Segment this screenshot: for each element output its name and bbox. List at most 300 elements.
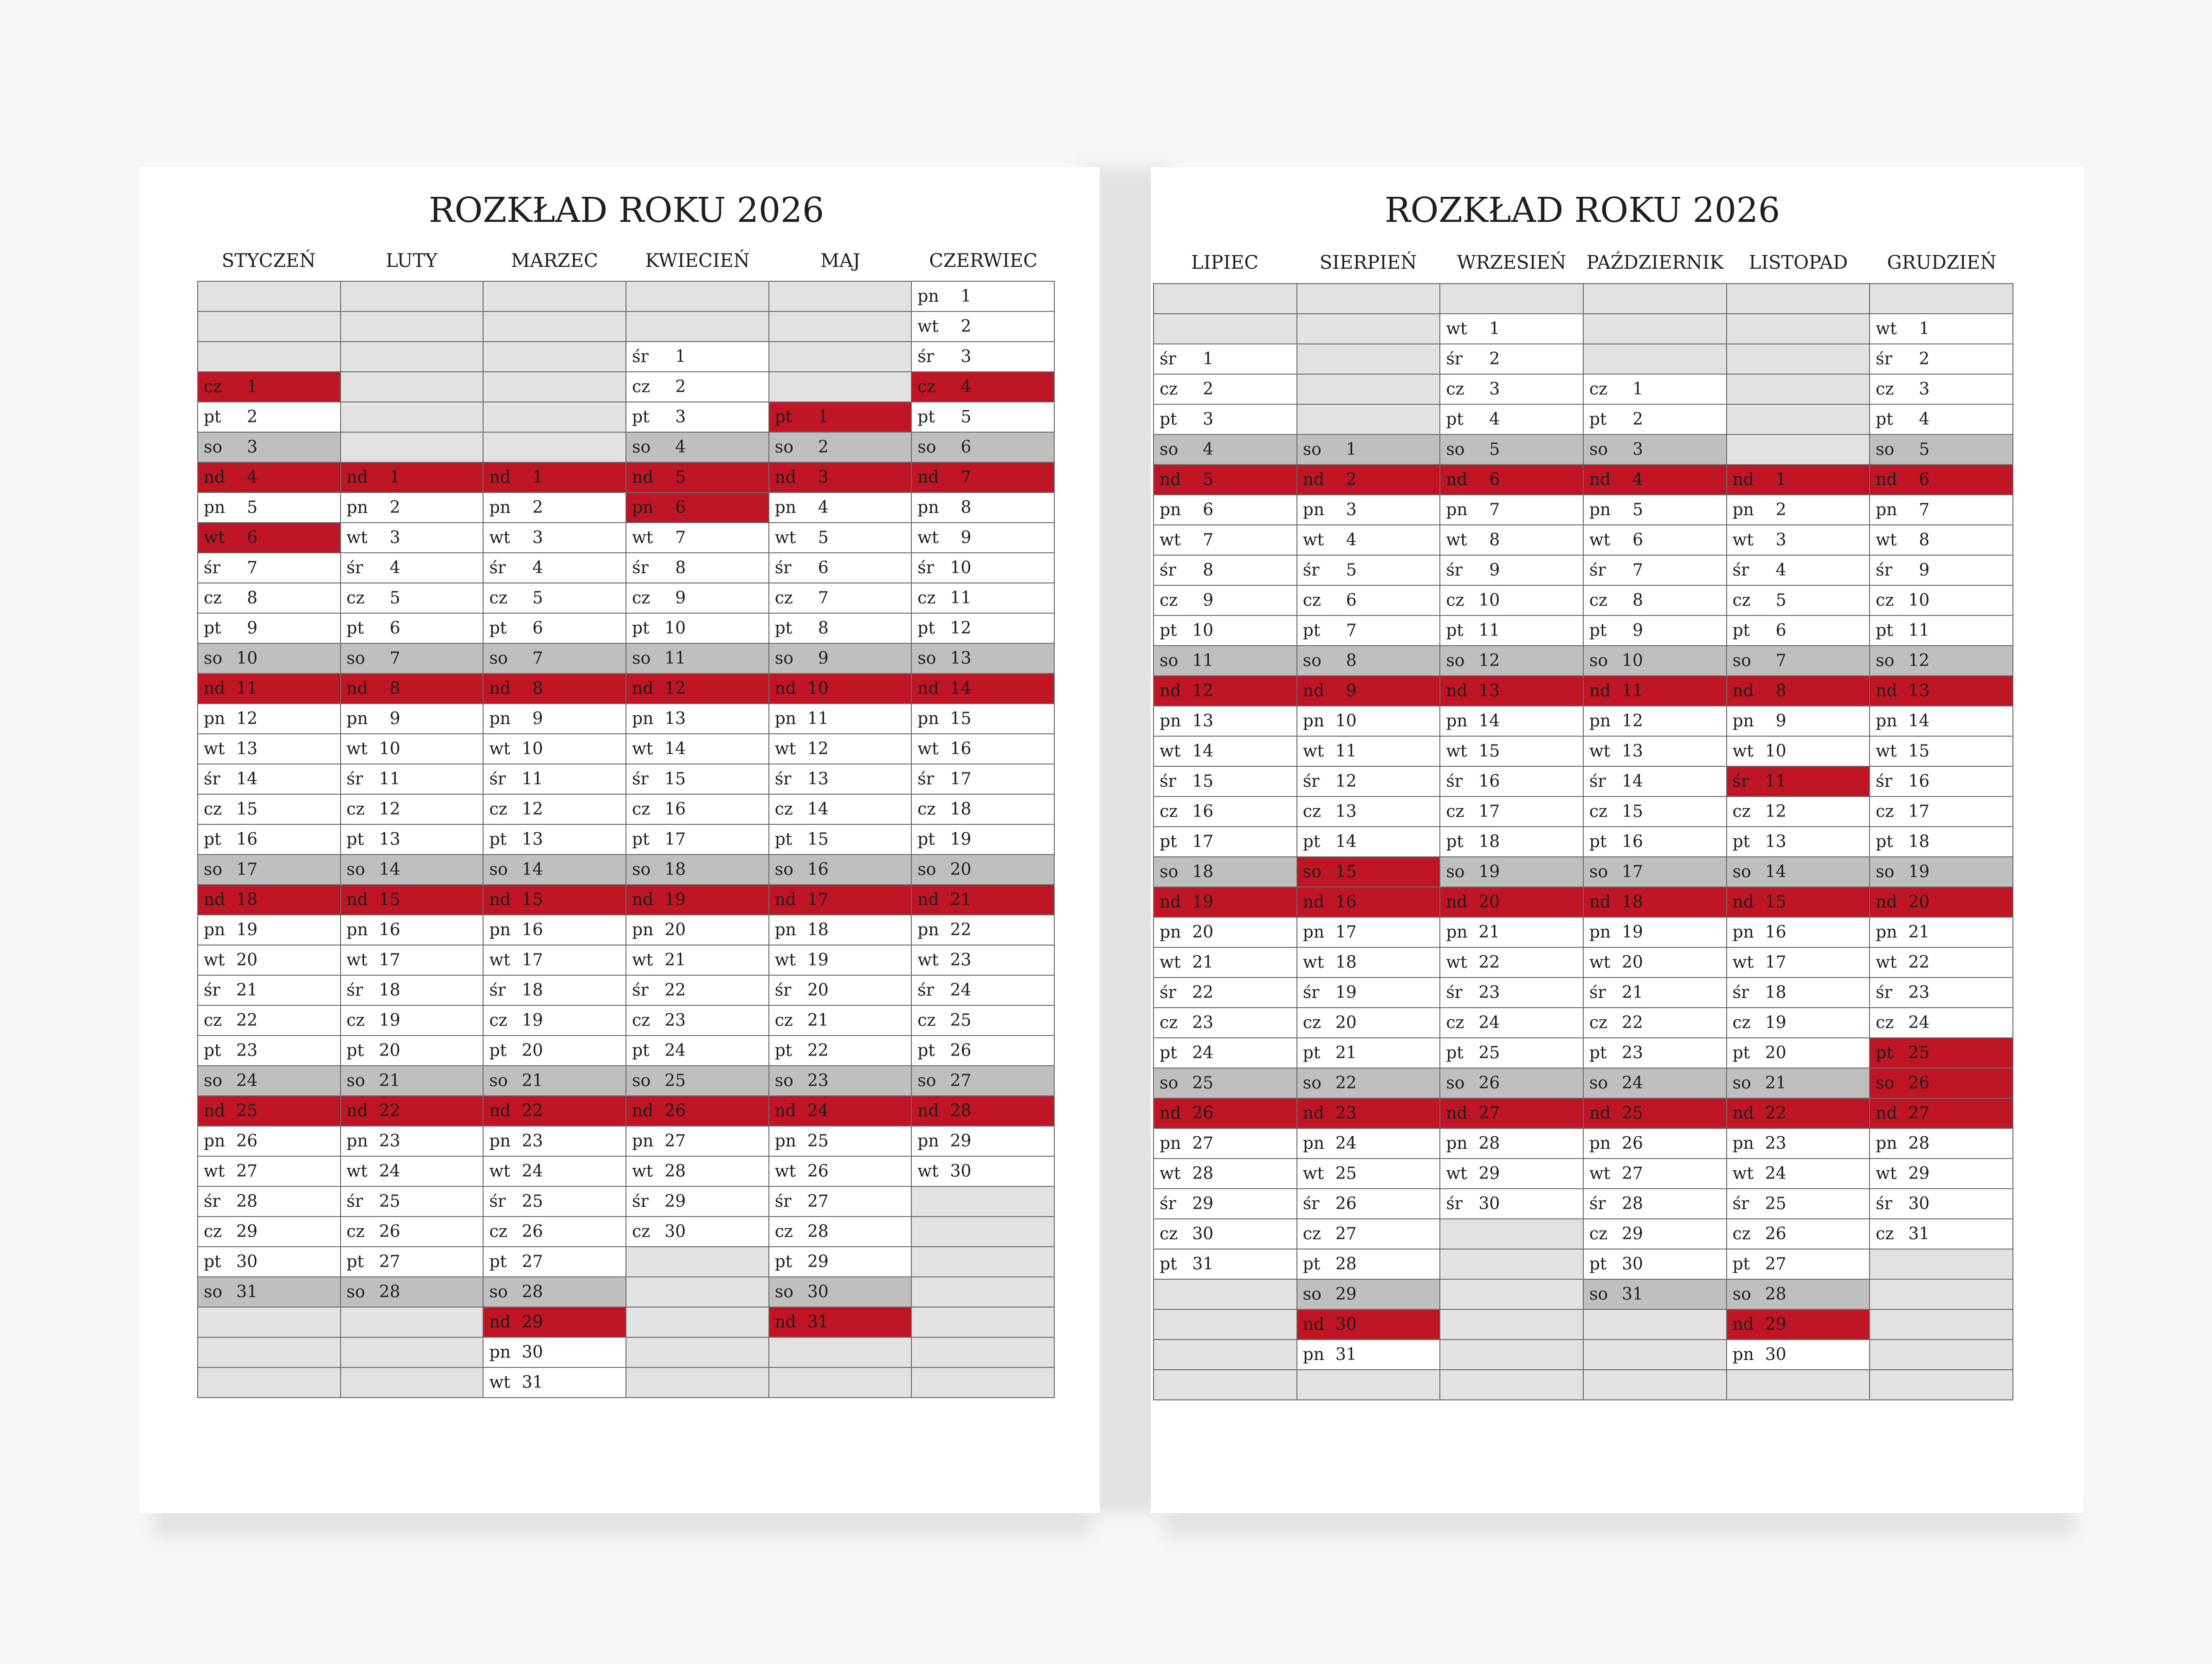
weekday-abbr: nd [1303,681,1324,700]
day-number: 29 [1908,1164,1930,1183]
day-cell [769,553,912,583]
day-number: 28 [522,1282,543,1301]
day-cell [1154,676,1297,706]
calendar-row [1154,887,2013,917]
day-number: 5 [818,528,829,547]
day-number: 19 [1335,983,1357,1002]
month-header: PAŹDZIERNIK [1586,252,1724,273]
weekday-abbr: pn [774,1132,796,1151]
day-cell [1727,585,1870,615]
day-cell [1440,887,1583,917]
day-cell [1727,706,1870,736]
day-cell [1440,978,1583,1008]
weekday-abbr: wt [1160,531,1181,550]
day-number: 6 [961,438,972,457]
month-header: KWIECIEŃ [645,250,750,272]
weekday-abbr: wt [632,739,653,758]
weekday-abbr: pt [489,619,507,638]
day-number: 10 [950,558,972,577]
day-cell [1154,1128,1297,1159]
calendar-row [1154,1159,2013,1189]
day-cell [483,1126,626,1156]
day-number: 11 [664,649,686,668]
weekday-abbr: so [1876,1074,1895,1093]
weekday-abbr: so [489,1071,508,1090]
calendar-row [198,945,1054,975]
weekday-abbr: pt [1446,621,1464,640]
day-cell [1297,736,1440,766]
weekday-abbr: so [204,438,223,457]
day-cell [1870,555,2013,585]
weekday-abbr: cz [917,800,936,819]
day-number: 26 [1622,1134,1643,1153]
weekday-abbr: nd [1446,893,1468,912]
day-cell [1297,706,1440,736]
empty-cell [1583,1340,1727,1370]
day-cell [1727,978,1870,1008]
day-cell [1154,736,1297,766]
day-number: 3 [247,438,258,457]
day-number: 30 [1478,1194,1500,1213]
day-number: 24 [379,1162,400,1181]
weekday-abbr: pn [774,498,796,517]
weekday-abbr: pt [917,1041,935,1060]
day-cell [1583,465,1727,495]
calendar-row [1154,676,2013,706]
calendar-row [1154,706,2013,736]
day-number: 24 [950,981,972,1000]
day-cell [1870,465,2013,495]
calendar-row [198,734,1054,764]
day-cell [341,1096,484,1126]
day-number: 3 [532,528,543,547]
day-cell [1297,887,1440,917]
weekday-abbr: pt [1303,1255,1321,1274]
day-cell [341,1156,484,1186]
calendar-row [198,1005,1054,1036]
day-cell [483,1277,626,1307]
weekday-abbr: śr [774,1192,792,1211]
weekday-abbr: pn [917,920,939,939]
weekday-abbr: so [489,860,508,879]
day-number: 7 [675,528,686,547]
day-cell [1583,857,1727,887]
day-cell [198,372,341,402]
day-number: 24 [1908,1013,1930,1032]
day-number: 30 [1765,1345,1786,1364]
weekday-abbr: wt [1446,319,1467,338]
day-number: 16 [379,920,400,939]
weekday-abbr: śr [1446,772,1463,791]
weekday-abbr: so [774,860,793,879]
weekday-abbr: pn [917,287,939,306]
day-cell [1440,646,1583,676]
day-cell [626,1156,769,1186]
weekday-abbr: nd [1446,1104,1468,1123]
day-number: 16 [522,920,543,939]
weekday-abbr: pt [1876,621,1893,640]
weekday-abbr: nd [774,679,796,698]
weekday-abbr: wt [632,1162,653,1181]
day-cell [626,945,769,975]
day-number: 21 [950,890,972,909]
day-cell [198,855,341,885]
day-number: 20 [664,920,686,939]
empty-cell [341,1307,484,1337]
day-cell [341,764,484,794]
weekday-abbr: śr [1446,350,1463,369]
day-cell [1583,1098,1727,1128]
day-cell [1583,736,1727,766]
weekday-abbr: so [489,649,508,668]
day-number: 27 [522,1252,543,1271]
day-number: 17 [1192,832,1213,851]
weekday-abbr: pn [1732,923,1754,942]
day-cell [626,824,769,855]
day-cell [1583,374,1727,404]
weekday-abbr: pt [774,1041,793,1060]
day-cell [341,1277,484,1307]
day-cell [1154,1189,1297,1219]
weekday-abbr: cz [917,589,936,608]
weekday-abbr: śr [1876,1194,1892,1213]
day-cell [1870,314,2013,344]
empty-cell [769,372,912,402]
day-cell [626,372,769,402]
day-number: 17 [1622,862,1643,881]
weekday-abbr: wt [1589,953,1611,972]
day-cell [626,402,769,432]
day-cell [911,915,1054,945]
day-number: 15 [1335,862,1357,881]
day-number: 12 [1192,681,1213,700]
weekday-abbr: pt [774,408,793,427]
day-number: 21 [664,951,686,970]
day-number: 28 [1908,1134,1930,1153]
day-cell [483,583,626,613]
empty-cell [911,1186,1054,1217]
day-number: 12 [1765,802,1786,821]
day-cell [1870,736,2013,766]
day-cell [198,915,341,945]
day-cell [911,1066,1054,1096]
day-number: 1 [818,408,829,427]
weekday-abbr: so [1732,1074,1751,1093]
day-cell [1583,1189,1727,1219]
weekday-abbr: śr [204,558,220,577]
weekday-abbr: wt [1732,531,1754,550]
empty-cell [626,1337,769,1367]
day-number: 8 [1489,531,1500,550]
weekday-abbr: pt [489,830,507,849]
day-number: 18 [1765,983,1786,1002]
day-cell [1870,706,2013,736]
weekday-abbr: pt [632,830,650,849]
weekday-abbr: pt [1303,832,1321,851]
day-cell [341,1126,484,1156]
weekday-abbr: nd [1732,893,1754,912]
day-cell [1870,1219,2013,1249]
day-cell [1727,1309,1870,1340]
weekday-abbr: pn [346,498,368,517]
day-number: 13 [1765,832,1786,851]
day-number: 1 [1489,319,1500,338]
day-cell [483,613,626,643]
day-number: 17 [1335,923,1357,942]
weekday-abbr: cz [1876,802,1894,821]
weekday-abbr: wt [917,528,939,547]
day-number: 12 [236,709,258,728]
day-cell [483,492,626,523]
day-cell [626,643,769,673]
day-cell [1440,947,1583,978]
day-number: 10 [664,619,686,638]
day-cell [911,1005,1054,1036]
calendar-row [1154,495,2013,525]
day-cell [626,1126,769,1156]
day-number: 18 [236,890,258,909]
weekday-abbr: cz [632,1011,651,1030]
weekday-abbr: so [774,1071,793,1090]
day-cell [1870,1159,2013,1189]
day-number: 2 [532,498,543,517]
day-cell [769,1247,912,1277]
day-number: 3 [961,347,972,366]
day-number: 18 [1478,832,1500,851]
day-number: 14 [1908,712,1930,731]
calendar-row [1154,555,2013,585]
calendar-row [198,764,1054,794]
day-cell [911,402,1054,432]
day-cell [483,462,626,492]
day-cell [1583,887,1727,917]
day-cell [1297,646,1440,676]
day-cell [1870,827,2013,857]
weekday-abbr: wt [774,528,796,547]
day-number: 15 [1908,742,1930,761]
empty-cell [1870,1340,2013,1370]
day-number: 25 [1908,1043,1930,1062]
day-number: 26 [1192,1104,1213,1123]
day-cell [626,855,769,885]
day-number: 4 [1632,470,1643,489]
day-number: 8 [1775,681,1786,700]
day-number: 4 [1919,410,1930,429]
day-cell [198,1066,341,1096]
weekday-abbr: nd [1303,1104,1324,1123]
day-cell [198,1126,341,1156]
weekday-abbr: cz [1303,591,1321,610]
day-cell [626,1066,769,1096]
day-number: 9 [1346,681,1357,700]
day-number: 21 [1335,1043,1357,1062]
weekday-abbr: pt [204,1041,221,1060]
calendar-row [198,704,1054,734]
weekday-abbr: wt [489,951,510,970]
calendar-grid-left [197,281,1055,1398]
calendar-row [1154,1008,2013,1038]
day-cell [1727,1340,1870,1370]
day-cell [1440,585,1583,615]
calendar-row [198,1096,1054,1126]
calendar-row [1154,1249,2013,1279]
day-number: 19 [1478,862,1500,881]
day-cell [769,1066,912,1096]
weekday-abbr: cz [346,1222,365,1241]
day-cell [1583,615,1727,646]
day-cell [626,553,769,583]
weekday-abbr: wt [632,528,653,547]
day-cell [1727,1189,1870,1219]
day-number: 14 [522,860,543,879]
day-number: 22 [1765,1104,1786,1123]
day-number: 11 [1192,651,1213,670]
weekday-abbr: pn [1160,712,1181,731]
weekday-abbr: so [1160,440,1179,459]
calendar-row [1154,917,2013,947]
day-number: 30 [664,1222,686,1241]
day-number: 8 [961,498,972,517]
weekday-abbr: cz [1446,591,1464,610]
day-number: 11 [1908,621,1930,640]
day-number: 16 [664,800,686,819]
day-number: 19 [379,1011,400,1030]
day-cell [1154,706,1297,736]
calendar-row [1154,314,2013,344]
day-cell [1154,374,1297,404]
weekday-abbr: cz [1160,1224,1178,1243]
empty-cell [1297,404,1440,434]
day-number: 16 [1765,923,1786,942]
weekday-abbr: śr [346,558,363,577]
day-number: 21 [1908,923,1930,942]
day-number: 2 [247,408,258,427]
weekday-abbr: śr [1303,1194,1320,1213]
weekday-abbr: cz [204,800,222,819]
weekday-abbr: wt [204,1162,225,1181]
day-cell [626,704,769,734]
day-number: 12 [664,679,686,698]
day-cell [769,1005,912,1036]
calendar-row [198,1066,1054,1096]
weekday-abbr: wt [1876,953,1897,972]
day-number: 2 [1919,350,1930,369]
day-number: 9 [532,709,543,728]
day-number: 29 [522,1313,543,1332]
day-number: 24 [1765,1164,1786,1183]
weekday-abbr: pn [917,709,939,728]
day-cell [1154,646,1297,676]
weekday-abbr: nd [774,890,796,909]
weekday-abbr: cz [1876,591,1894,610]
weekday-abbr: cz [346,589,365,608]
day-cell [1727,646,1870,676]
day-number: 19 [236,920,258,939]
day-number: 15 [950,709,972,728]
day-cell [1440,827,1583,857]
weekday-abbr: śr [1732,561,1749,580]
calendar-row [198,975,1054,1005]
empty-cell [341,311,484,342]
month-header: SIERPIEŃ [1319,252,1417,273]
day-number: 2 [1775,500,1786,519]
day-cell [1583,1128,1727,1159]
day-cell [198,1005,341,1036]
weekday-abbr: śr [1589,1194,1606,1213]
day-number: 16 [1622,832,1643,851]
calendar-row [1154,646,2013,676]
day-number: 12 [1908,651,1930,670]
calendar-row [1154,1068,2013,1098]
day-cell [1297,947,1440,978]
day-number: 19 [522,1011,543,1030]
day-cell [1870,1068,2013,1098]
weekday-abbr: so [1446,651,1465,670]
weekday-abbr: pn [1876,923,1897,942]
weekday-abbr: pn [346,1132,368,1151]
day-number: 5 [961,408,972,427]
day-cell [1297,465,1440,495]
weekday-abbr: so [1160,651,1179,670]
weekday-abbr: cz [1446,1013,1464,1032]
calendar-row [1154,1189,2013,1219]
weekday-abbr: pn [1303,923,1324,942]
weekday-abbr: so [1303,1074,1322,1093]
weekday-abbr: pn [917,1132,939,1151]
weekday-abbr: wt [1732,742,1754,761]
day-number: 10 [1192,621,1213,640]
weekday-abbr: pt [489,1041,507,1060]
day-number: 1 [675,347,686,366]
empty-cell [198,1367,341,1398]
day-cell [483,643,626,673]
weekday-abbr: pn [1160,500,1181,519]
day-number: 3 [818,468,829,487]
day-number: 17 [1908,802,1930,821]
weekday-abbr: wt [774,1162,796,1181]
weekday-abbr: pn [489,920,511,939]
day-cell [769,643,912,673]
day-number: 13 [1192,712,1213,731]
day-cell [1297,434,1440,465]
day-cell [769,794,912,824]
day-number: 27 [1908,1104,1930,1123]
weekday-abbr: nd [632,1101,654,1120]
day-cell [769,462,912,492]
day-cell [626,885,769,915]
day-cell [1727,736,1870,766]
calendar-row [1154,978,2013,1008]
empty-cell [1727,374,1870,404]
day-number: 11 [1622,681,1643,700]
day-cell [1727,796,1870,827]
day-number: 26 [1335,1194,1357,1213]
weekday-abbr: so [489,1282,508,1301]
day-number: 4 [818,498,829,517]
empty-cell [1440,1219,1583,1249]
day-cell [911,1156,1054,1186]
day-cell [626,492,769,523]
calendar-row [1154,525,2013,555]
weekday-abbr: śr [204,770,220,789]
day-number: 22 [1478,953,1500,972]
weekday-abbr: pn [1876,1134,1897,1153]
weekday-abbr: nd [1303,893,1324,912]
day-number: 26 [236,1132,258,1151]
weekday-abbr: so [1732,1285,1751,1304]
day-cell [341,1186,484,1217]
day-cell [1154,525,1297,555]
